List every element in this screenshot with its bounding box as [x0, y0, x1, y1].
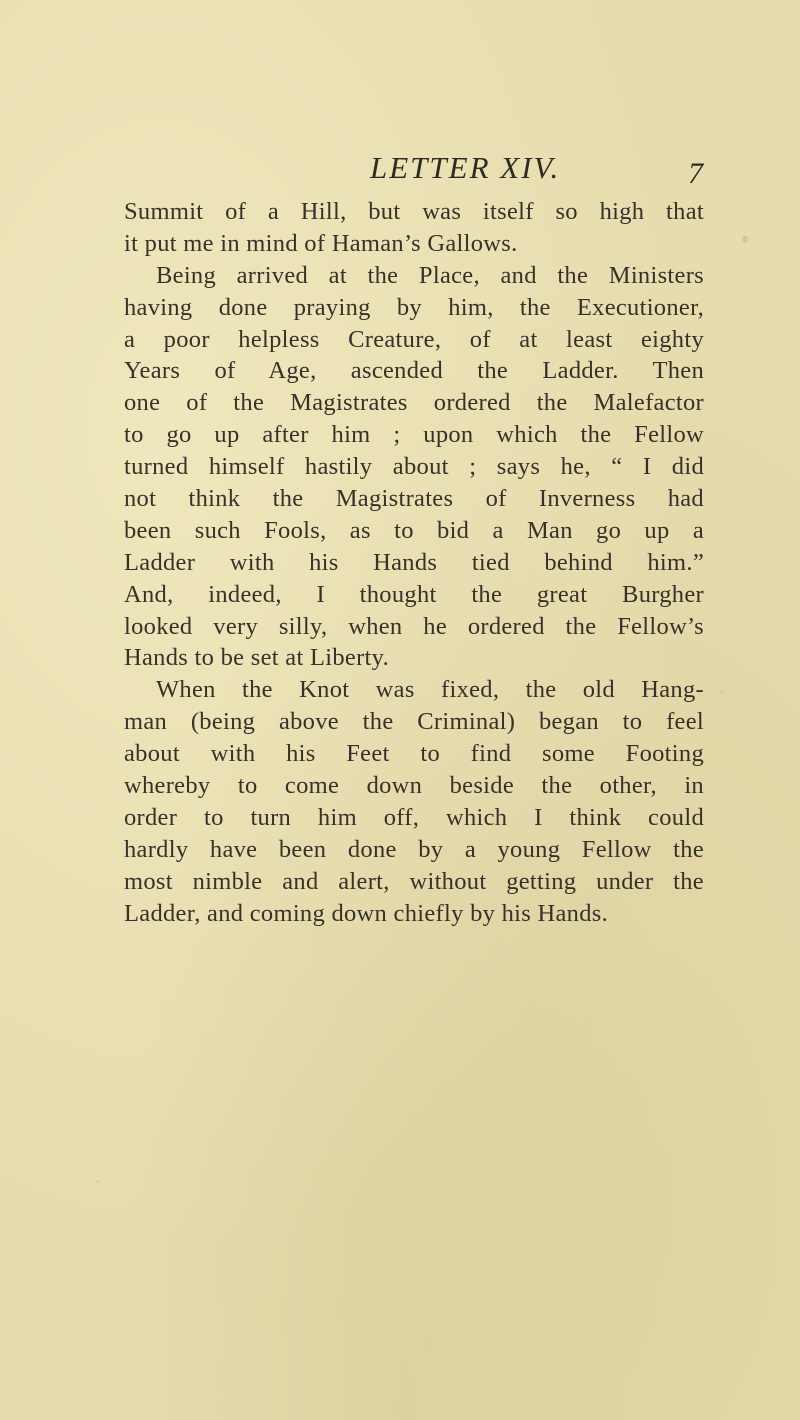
text-line: Ladder, and coming down chiefly by his Hands. [124, 899, 609, 927]
text-line: one of the Magistrates ordered the Malefactor [124, 389, 704, 417]
text-line: Hands to be set at Liberty. [124, 644, 390, 672]
page-header [0, 150, 800, 200]
text-line: to go up after him ; upon which the Fellow [124, 421, 704, 449]
text-line: turned himself hastily about ; says he, “ I did [124, 453, 704, 481]
text-line: not think the Magistrates of Inverness had [124, 485, 704, 513]
text-line: Ladder with his Hands tied behind him.” [124, 548, 704, 576]
text-line: about with his Feet to find some Footing [124, 740, 704, 768]
running-title: LETTER XIV. [370, 150, 561, 185]
text-line: looked very silly, when he ordered the Fellow’s [124, 612, 704, 640]
text-line: order to turn him off, which I think could [124, 803, 704, 831]
paper-speck [96, 1180, 99, 1183]
paper-speck [742, 236, 748, 243]
text-line: And, indeed, I thought the great Burgher [124, 580, 704, 608]
text-line: Summit of a Hill, but was itself so high that [124, 198, 704, 225]
text-line: most nimble and alert, without getting under the [124, 867, 704, 895]
paragraph-start-line: Being arrived at the Place, and the Ministers [156, 261, 704, 289]
paragraph-start-line: When the Knot was fixed, the old Hang- [156, 676, 704, 704]
paper-speck [720, 690, 724, 694]
text-line: it put me in mind of Haman’s Gallows. [124, 229, 518, 257]
text-line: hardly have been done by a young Fellow the [124, 835, 704, 863]
text-line: having done praying by him, the Executioner, [124, 293, 704, 321]
text-line: a poor helpless Creature, of at least eighty [124, 325, 704, 353]
text-line: man (being above the Criminal) began to feel [124, 708, 704, 736]
page-number: 7 [688, 157, 703, 190]
body-text [124, 196, 704, 929]
text-line: Years of Age, ascended the Ladder. Then [124, 357, 704, 385]
text-line: whereby to come down beside the other, in [124, 772, 704, 800]
text-line: been such Fools, as to bid a Man go up a [124, 516, 704, 544]
